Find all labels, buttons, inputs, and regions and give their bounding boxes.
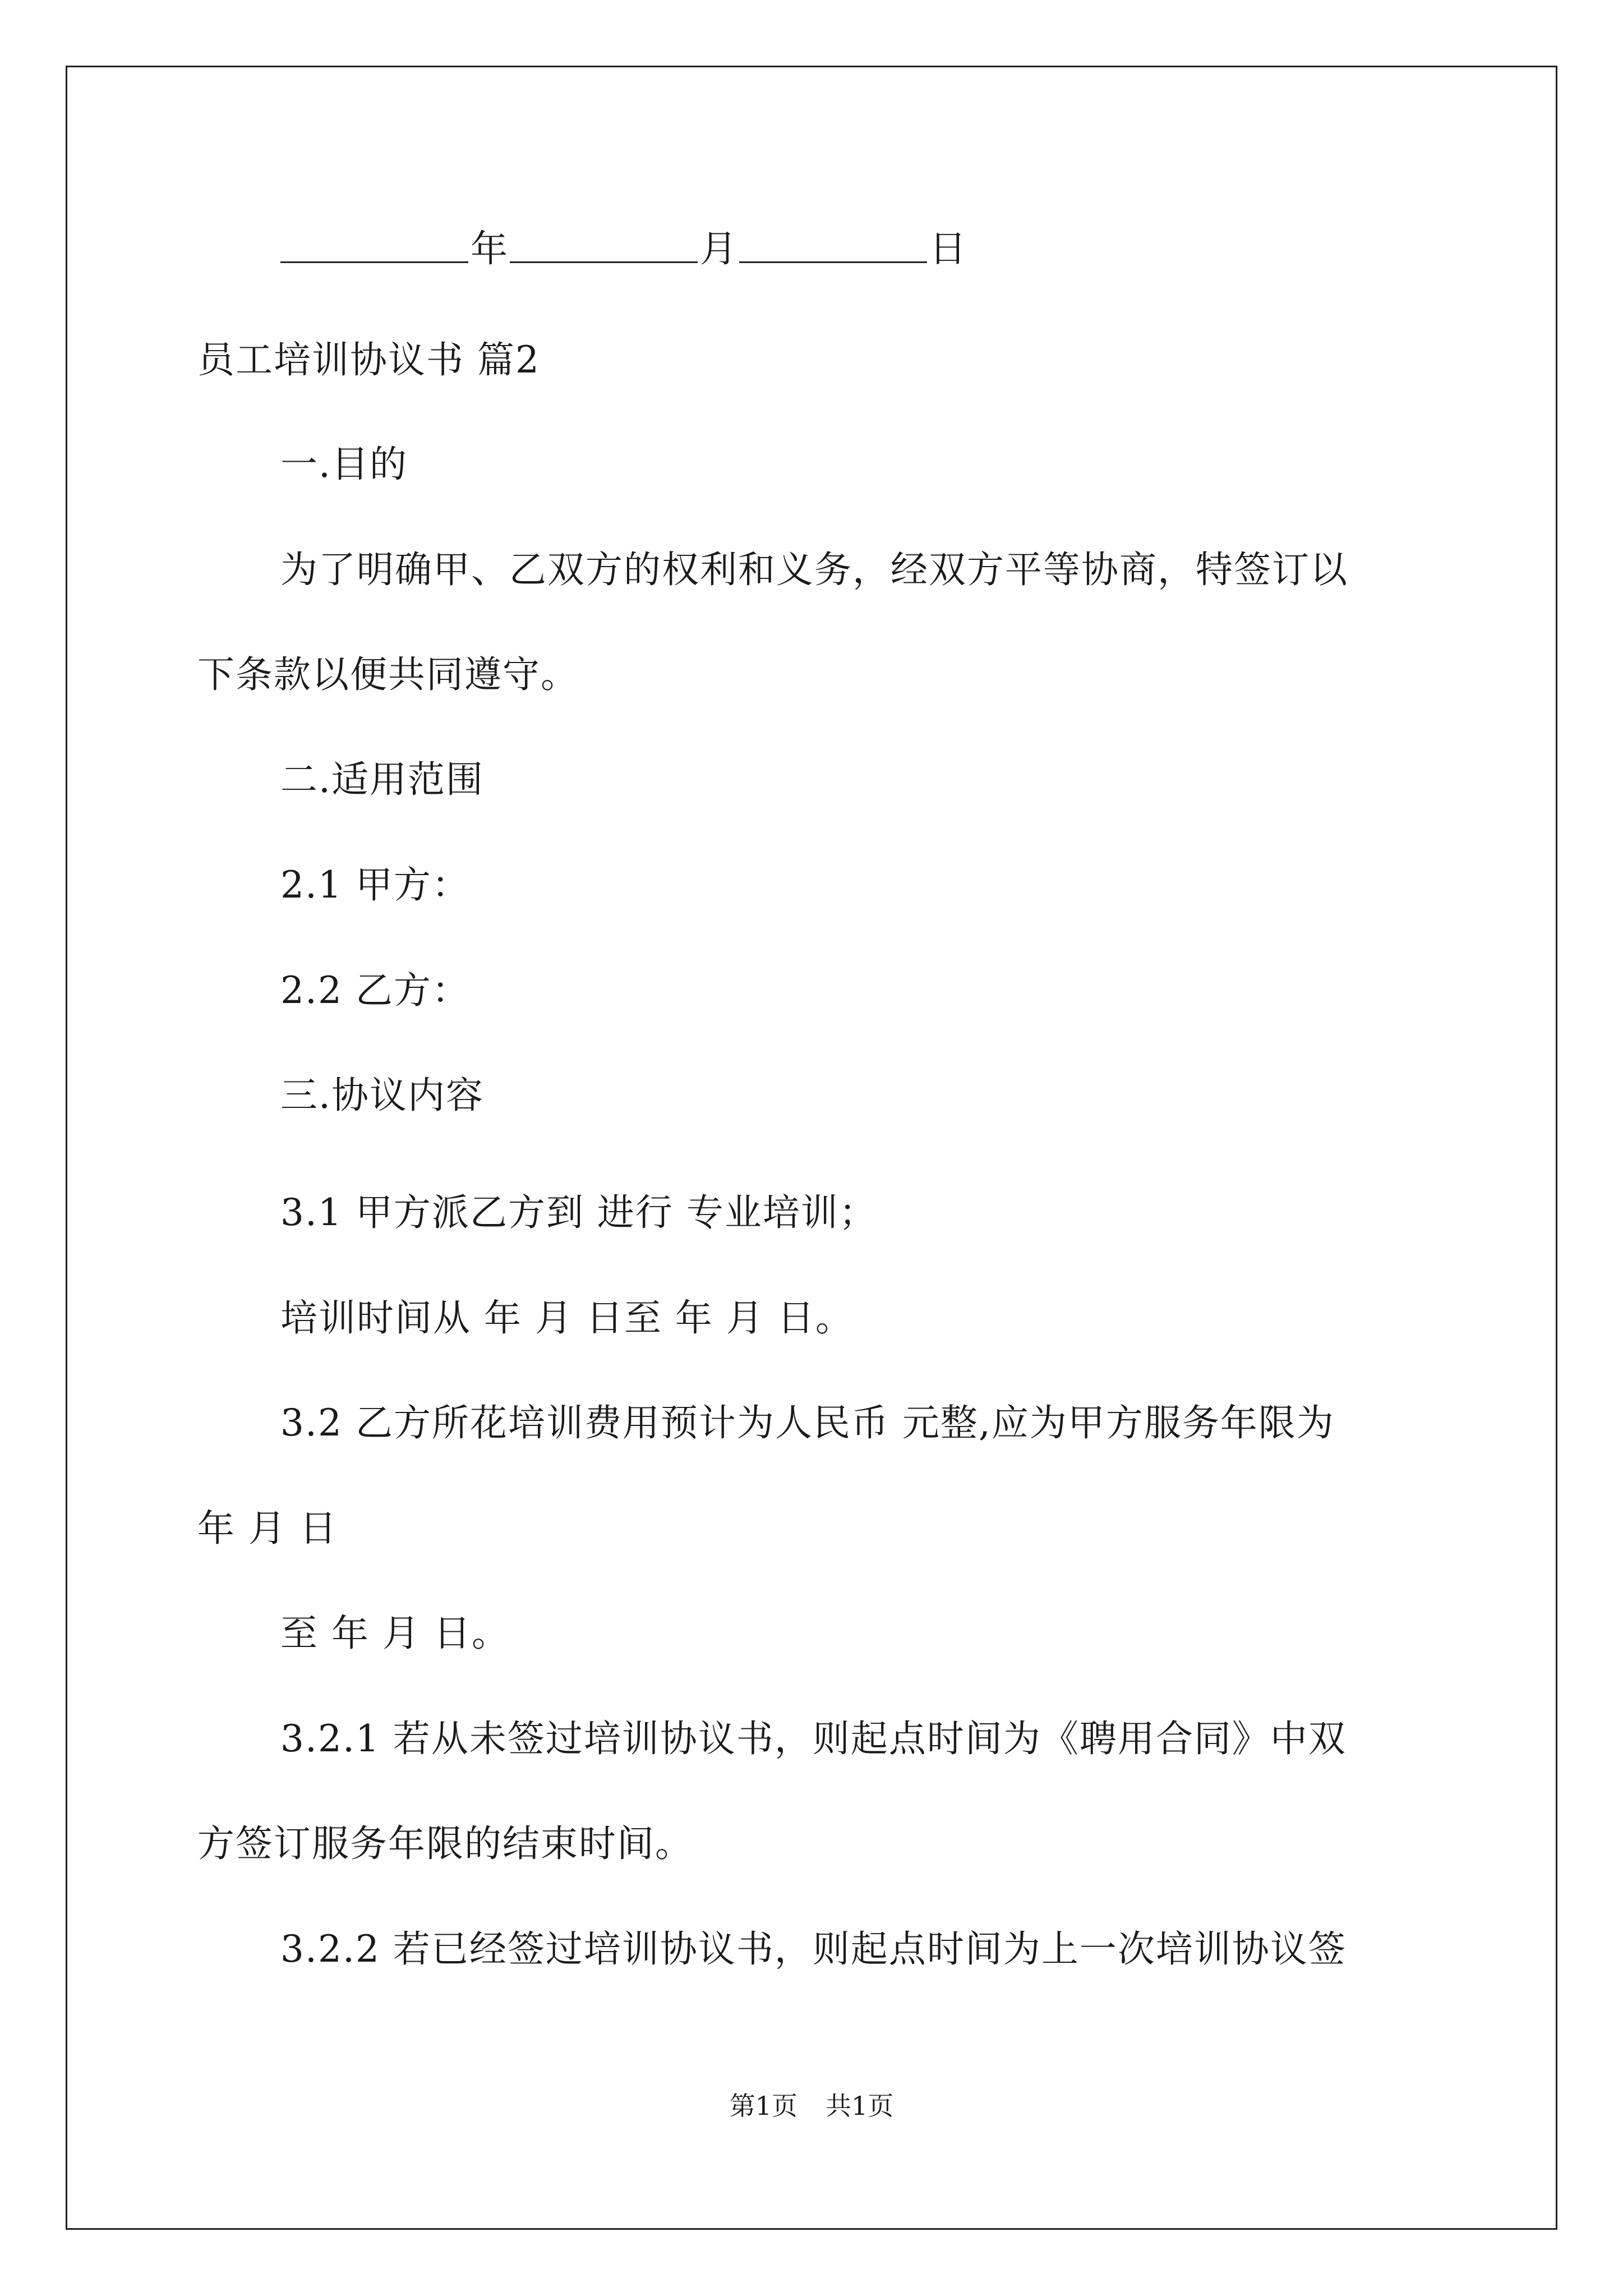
clause-line: 培训时间从 年 月 日至 年 月 日。 xyxy=(280,1296,854,1340)
clause-line: 至 年 月 日。 xyxy=(280,1612,510,1655)
page-number: 第1页 xyxy=(729,2091,797,2121)
page-footer xyxy=(0,2090,1623,2122)
paragraph-line: 为了明确甲、乙双方的权利和义务，经双方平等协商，特签订以 xyxy=(280,548,1348,591)
section-heading-purpose: 一.目的 xyxy=(280,443,408,486)
clause-line: 3.2 乙方所花培训费用预计为人民币 元整,应为甲方服务年限为 xyxy=(280,1401,1335,1444)
day-label: 日 xyxy=(929,227,966,270)
date-line xyxy=(280,227,969,272)
clause-line: 3.2.1 若从未签过培训协议书，则起点时间为《聘用合同》中双 xyxy=(280,1717,1347,1760)
month-blank xyxy=(510,227,698,263)
paragraph-line: 下条款以便共同遵守。 xyxy=(197,653,579,696)
clause-line: 3.1 甲方派乙方到 进行 专业培训； xyxy=(280,1191,877,1234)
day-blank xyxy=(739,227,927,263)
clause-line: 2.2 乙方： xyxy=(280,969,470,1012)
page-border xyxy=(66,66,1557,2230)
clause-line: 方签订服务年限的结束时间。 xyxy=(197,1822,693,1865)
page-total: 共1页 xyxy=(826,2091,894,2121)
year-label: 年 xyxy=(471,227,508,270)
clause-line: 3.2.2 若已经签过培训协议书，则起点时间为上一次培训协议签 xyxy=(280,1927,1347,1971)
document-heading: 员工培训协议书 篇2 xyxy=(197,338,540,381)
section-heading-content: 三.协议内容 xyxy=(280,1074,484,1117)
clause-line: 2.1 甲方： xyxy=(280,863,470,907)
clause-line: 年 月 日 xyxy=(197,1507,338,1550)
year-blank xyxy=(280,227,468,263)
section-heading-scope: 二.适用范围 xyxy=(280,758,484,801)
month-label: 月 xyxy=(700,227,737,270)
